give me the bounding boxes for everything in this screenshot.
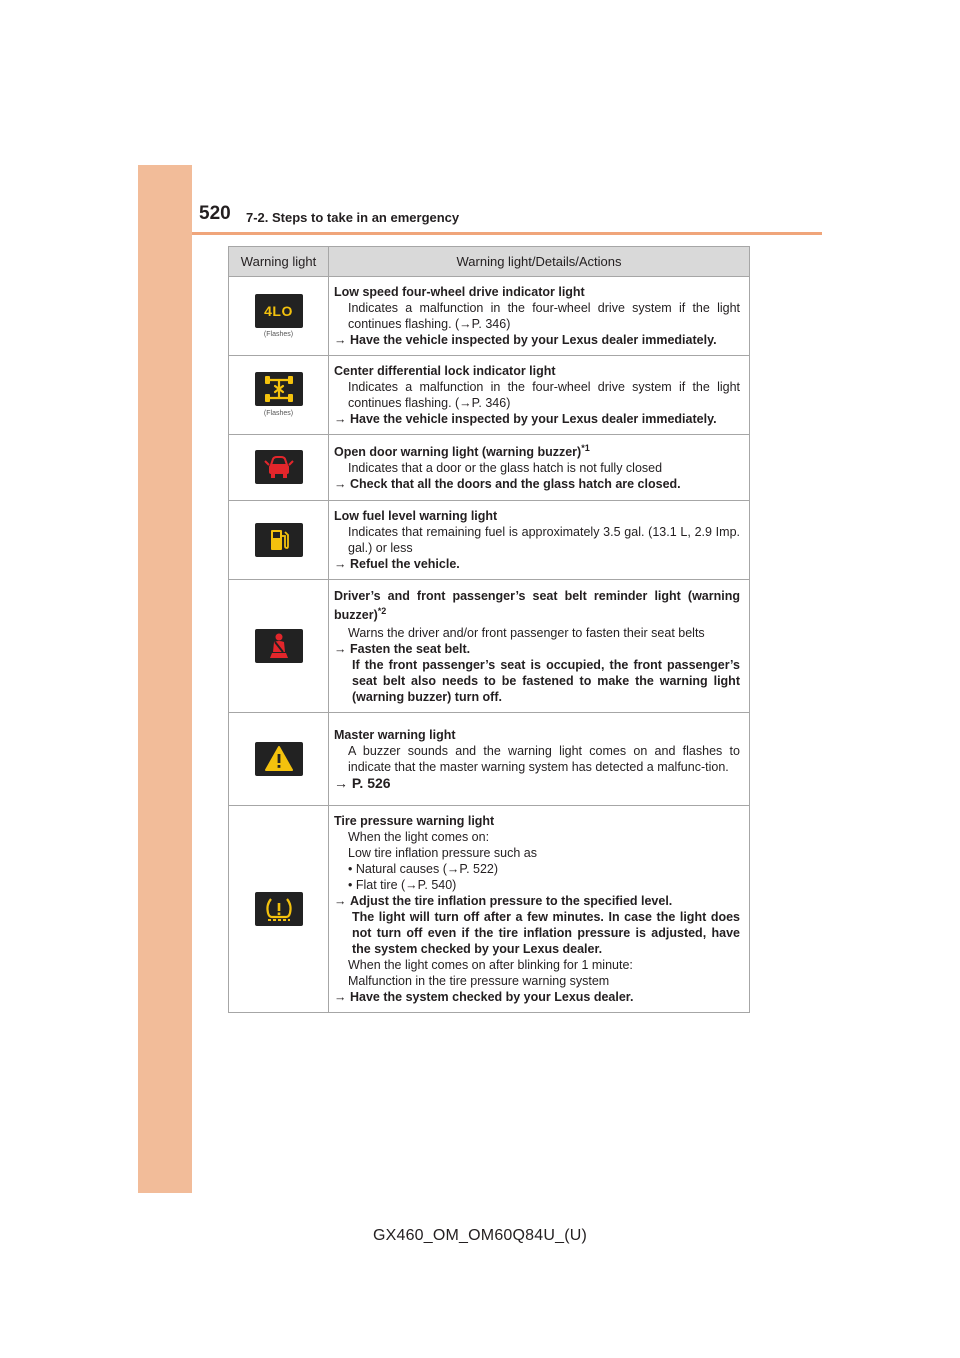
light-title: Master warning light (334, 728, 456, 742)
light-detail: Indicates that remaining fuel is approximately 3.5 gal. (13.1 L, 2.9 Imp. gal.) or less (348, 525, 740, 555)
details-cell (329, 435, 750, 501)
details-cell (329, 580, 750, 713)
light-detail: Indicates a malfunction in the four-wheel drive system if the light continues flashing. (→P. 346) (348, 301, 740, 331)
light-detail: Malfunction in the tire pressure warning system (348, 974, 610, 988)
light-action: → Have the vehicle inspected by your Lexus dealer immediately. (334, 333, 717, 347)
light-title: Tire pressure warning light (334, 814, 495, 828)
column-header-warning-light: Warning light (229, 247, 329, 277)
arrow-icon: → (334, 412, 350, 426)
master-warning-icon (255, 742, 303, 776)
light-action: → Refuel the vehicle. (334, 557, 460, 571)
tire-pressure-icon (255, 892, 303, 926)
light-detail: Warns the driver and/or front passenger to fasten their seat belts (348, 626, 705, 640)
seat-belt-icon (255, 629, 303, 663)
section-title: 7-2. Steps to take in an emergency (246, 210, 460, 225)
light-action: → Have the system checked by your Lexus dealer. (334, 990, 634, 1004)
4lo-label: 4LO (264, 302, 293, 319)
light-title: Driver’s and front passenger’s seat belt reminder light (warning buzzer)$^{*2}$ (334, 589, 740, 622)
table-row (229, 580, 750, 713)
fuel-pump-icon (255, 523, 303, 557)
light-detail: Indicates a malfunction in the four-wheel drive system if the light continues flashing. (→P. 346) (348, 380, 740, 410)
light-action: → Adjust the tire inflation pressure to the specified level. (334, 894, 673, 908)
icon-cell (229, 713, 329, 806)
table-row (229, 435, 750, 501)
flashes-note: (Flashes) (263, 410, 294, 417)
document-code: GX460_OM_OM60Q84U_(U) (372, 1227, 588, 1244)
list-item: • Natural causes (→P. 522) (348, 862, 499, 876)
details-cell (329, 501, 750, 580)
icon-cell (229, 277, 329, 356)
table-header-row (229, 247, 750, 277)
table-row (229, 713, 750, 806)
details-cell (329, 277, 750, 356)
icon-cell (229, 356, 329, 435)
arrow-icon: → (334, 557, 350, 571)
arrow-icon: → (334, 476, 350, 491)
light-title: Low fuel level warning light (334, 509, 498, 523)
list-item: • Flat tire (→P. 540) (348, 878, 457, 892)
side-color-band (138, 165, 192, 1193)
details-cell (329, 806, 750, 1013)
footnote-marker: *1 (581, 442, 590, 453)
footnote-marker: *2 (377, 605, 387, 616)
light-detail: A buzzer sounds and the warning light comes on and flashes to indicate that the master warning system has detected a malfunc-tion. (348, 744, 740, 774)
column-header-details: Warning light/Details/Actions (329, 247, 750, 277)
details-cell (329, 713, 750, 806)
light-action: → Check that all the doors and the glass hatch are closed. (334, 476, 681, 491)
table-row (229, 806, 750, 1013)
arrow-icon: → (334, 333, 350, 347)
light-action-extra: If the front passenger’s seat is occupied, the front passenger’s seat belt also needs to be fastened to make the warning light (warning buzzer) turn off. (352, 658, 740, 704)
arrow-icon: → (334, 894, 350, 908)
light-title: Low speed four-wheel drive indicator light (334, 285, 585, 299)
icon-cell (229, 501, 329, 580)
light-action-extra: The light will turn off after a few minutes. In case the light does not turn off even if the tire inflation pressure is adjusted, have the system checked by your Lexus dealer. (352, 910, 740, 956)
icon-cell (229, 435, 329, 501)
icon-cell (229, 806, 329, 1013)
light-title: Open door warning light (warning buzzer)$^{*1}$ (334, 442, 590, 459)
header-rule (192, 232, 822, 235)
light-detail: When the light comes on after blinking for 1 minute: (348, 958, 633, 972)
4lo-indicator-icon (255, 294, 303, 328)
table-row (229, 501, 750, 580)
light-action: → Have the vehicle inspected by your Lexus dealer immediately. (334, 412, 717, 426)
table-row (229, 277, 750, 356)
flashes-note: (Flashes) (263, 330, 294, 338)
arrow-icon: → (334, 990, 350, 1004)
details-cell (329, 356, 750, 435)
warning-light-table (228, 246, 750, 1013)
light-action: → Fasten the seat belt. (334, 642, 471, 656)
light-action: → P. 526 (334, 775, 391, 791)
light-detail: Low tire inflation pressure such as (348, 846, 537, 860)
arrow-icon: → (334, 775, 352, 791)
center-diff-lock-icon (255, 372, 303, 406)
icon-cell (229, 580, 329, 713)
light-title: Center differential lock indicator light (334, 364, 556, 378)
page-number: 520 (199, 203, 231, 224)
arrow-icon: → (334, 642, 350, 656)
open-door-icon (255, 450, 303, 484)
light-detail: Indicates that a door or the glass hatch is not fully closed (348, 460, 663, 475)
table-row (229, 356, 750, 435)
light-detail: When the light comes on: (348, 830, 490, 844)
